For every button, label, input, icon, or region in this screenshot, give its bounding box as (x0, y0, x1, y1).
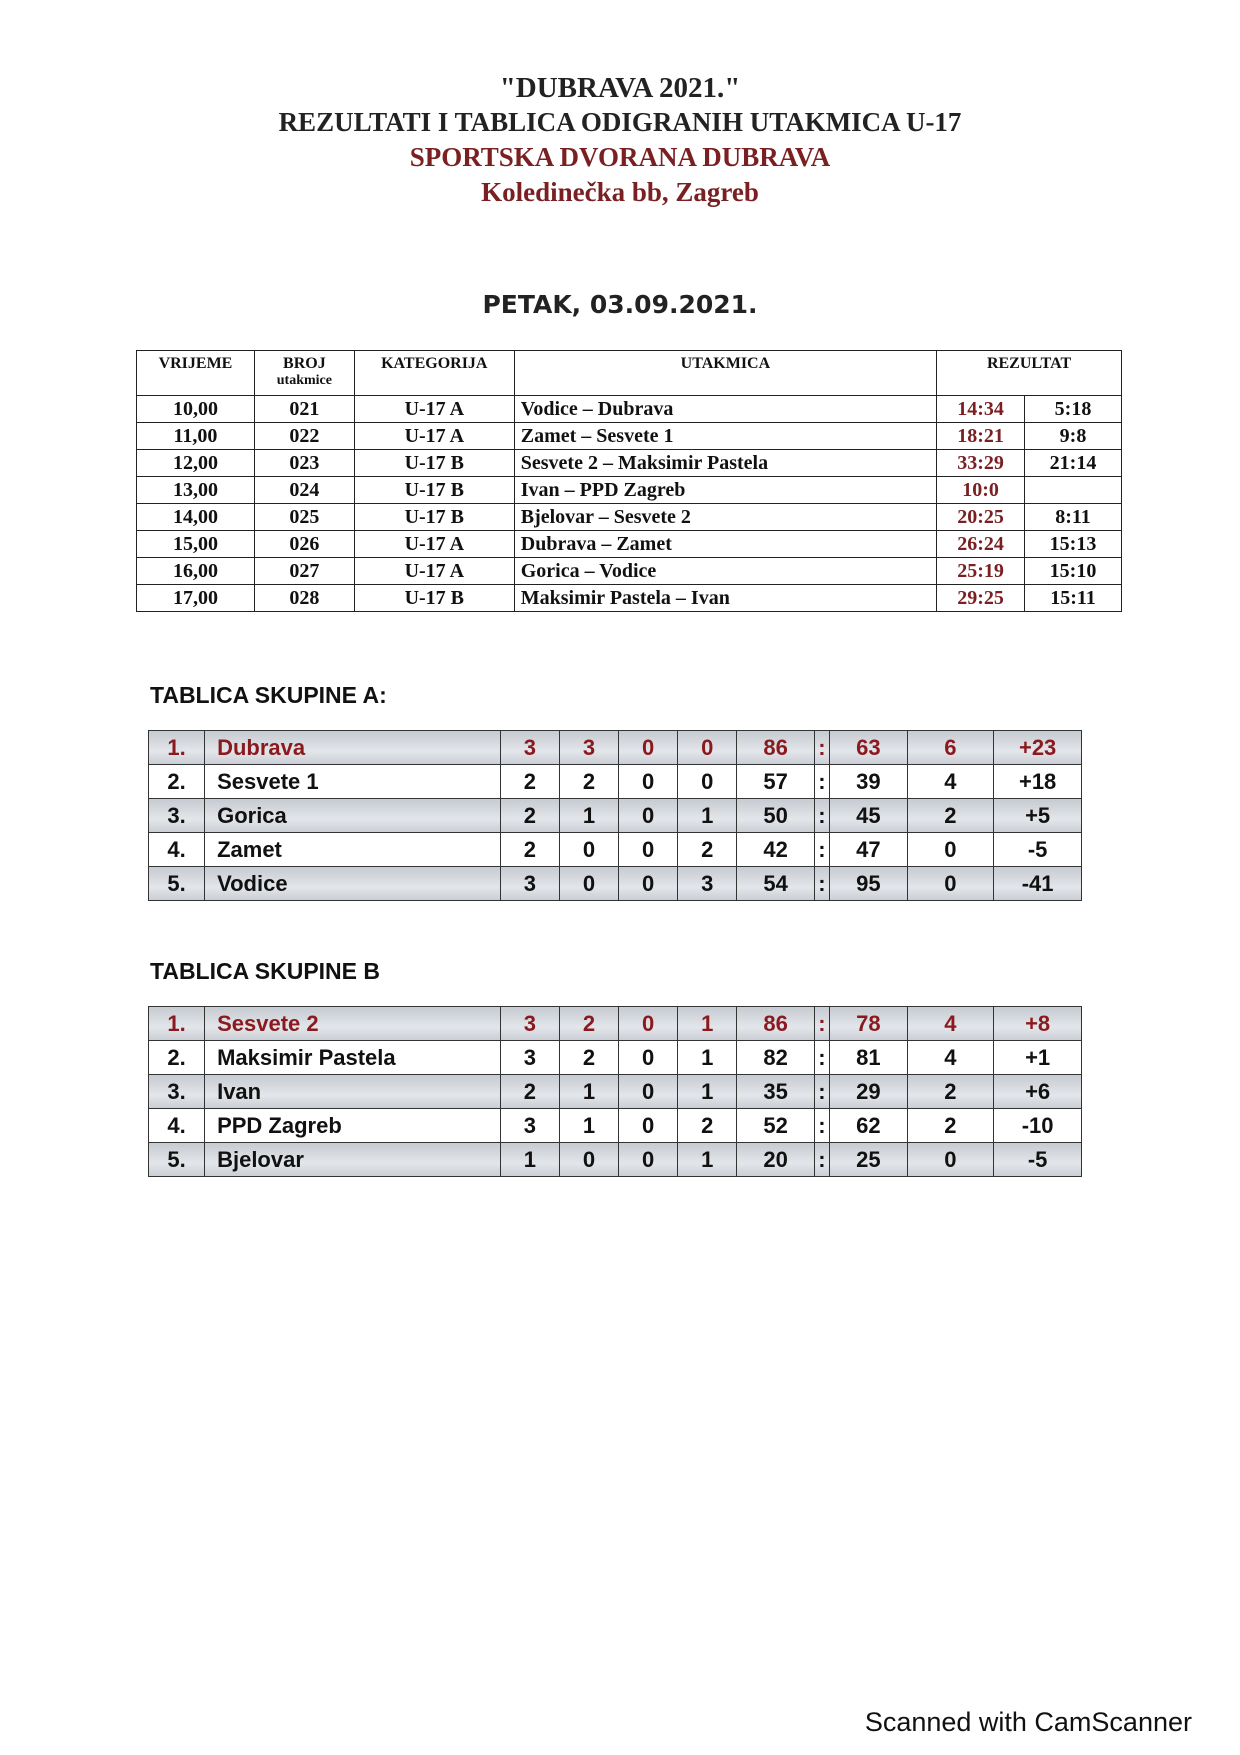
group-a-title: TABLICA SKUPINE A: (150, 682, 387, 708)
standing-goals-for: 35 (737, 1075, 814, 1109)
standing-goals-against: 63 (830, 731, 907, 765)
standing-played: 3 (500, 1109, 559, 1143)
standing-wins: 1 (559, 799, 618, 833)
schedule-match: Ivan – PPD Zagreb (514, 477, 936, 504)
standing-team: Gorica (205, 799, 501, 833)
standings-row (149, 1041, 1082, 1075)
standing-wins: 0 (559, 1143, 618, 1177)
standing-team: Zamet (205, 833, 501, 867)
standing-played: 2 (500, 765, 559, 799)
standing-goals-for: 54 (737, 867, 814, 901)
standings-row (149, 799, 1082, 833)
standing-position: 1. (149, 731, 205, 765)
standing-goals-for: 50 (737, 799, 814, 833)
schedule-time: 17,00 (137, 585, 255, 612)
group-b-table (148, 1006, 1082, 1177)
header-result: REZULTAT (937, 351, 1122, 396)
standing-draws: 0 (619, 1143, 678, 1177)
standing-colon: : (814, 1007, 829, 1041)
standing-goal-diff: +18 (994, 765, 1082, 799)
standing-team: Sesvete 1 (205, 765, 501, 799)
standing-points: 4 (907, 1007, 994, 1041)
standing-draws: 0 (619, 867, 678, 901)
schedule-score: 18:21 (937, 423, 1025, 450)
standing-draws: 0 (619, 833, 678, 867)
standings-row (149, 1075, 1082, 1109)
standing-played: 3 (500, 1041, 559, 1075)
standing-team: Dubrava (205, 731, 501, 765)
schedule-number: 022 (254, 423, 354, 450)
schedule-category: U-17 B (354, 450, 514, 477)
schedule-category: U-17 A (354, 531, 514, 558)
standing-goals-against: 29 (830, 1075, 907, 1109)
standing-goals-against: 39 (830, 765, 907, 799)
standing-goals-for: 86 (737, 1007, 814, 1041)
schedule-row (137, 450, 1122, 477)
standing-losses: 3 (678, 867, 737, 901)
standing-position: 5. (149, 1143, 205, 1177)
standing-losses: 2 (678, 833, 737, 867)
schedule-score: 10:0 (937, 477, 1025, 504)
standing-wins: 0 (559, 833, 618, 867)
standing-played: 3 (500, 867, 559, 901)
standing-goal-diff: +6 (994, 1075, 1082, 1109)
standing-played: 2 (500, 799, 559, 833)
schedule-time: 13,00 (137, 477, 255, 504)
standing-wins: 1 (559, 1075, 618, 1109)
schedule-category: U-17 A (354, 423, 514, 450)
schedule-score: 14:34 (937, 396, 1025, 423)
standing-losses: 1 (678, 1143, 737, 1177)
schedule-time: 11,00 (137, 423, 255, 450)
schedule-score: 20:25 (937, 504, 1025, 531)
standing-colon: : (814, 1143, 829, 1177)
standing-colon: : (814, 1075, 829, 1109)
schedule-match: Dubrava – Zamet (514, 531, 936, 558)
schedule-halftime: 15:11 (1025, 585, 1122, 612)
standing-draws: 0 (619, 1109, 678, 1143)
schedule-match: Gorica – Vodice (514, 558, 936, 585)
standing-position: 2. (149, 1041, 205, 1075)
standing-colon: : (814, 1109, 829, 1143)
schedule-score: 26:24 (937, 531, 1025, 558)
schedule-row (137, 423, 1122, 450)
standing-goal-diff: +1 (994, 1041, 1082, 1075)
standing-position: 4. (149, 1109, 205, 1143)
standing-team: Vodice (205, 867, 501, 901)
standing-goals-against: 78 (830, 1007, 907, 1041)
schedule-category: U-17 A (354, 558, 514, 585)
schedule-row (137, 477, 1122, 504)
schedule-time: 14,00 (137, 504, 255, 531)
schedule-time: 16,00 (137, 558, 255, 585)
schedule-score: 29:25 (937, 585, 1025, 612)
header-match: UTAKMICA (514, 351, 936, 396)
schedule-number: 025 (254, 504, 354, 531)
schedule-time: 10,00 (137, 396, 255, 423)
standing-points: 2 (907, 1109, 994, 1143)
standing-wins: 3 (559, 731, 618, 765)
standings-row (149, 1143, 1082, 1177)
standing-draws: 0 (619, 765, 678, 799)
standings-row (149, 1109, 1082, 1143)
standings-row (149, 867, 1082, 901)
standing-played: 3 (500, 731, 559, 765)
schedule-category: U-17 A (354, 396, 514, 423)
doc-subtitle: REZULTATI I TABLICA ODIGRANIH UTAKMICA U-17 (278, 107, 962, 137)
schedule-number: 027 (254, 558, 354, 585)
schedule-halftime: 15:10 (1025, 558, 1122, 585)
standing-goal-diff: -5 (994, 833, 1082, 867)
standing-points: 4 (907, 1041, 994, 1075)
standing-position: 4. (149, 833, 205, 867)
standing-points: 2 (907, 1075, 994, 1109)
schedule-category: U-17 B (354, 504, 514, 531)
standing-losses: 2 (678, 1109, 737, 1143)
standing-losses: 1 (678, 1075, 737, 1109)
schedule-row (137, 531, 1122, 558)
standing-colon: : (814, 799, 829, 833)
schedule-number: 026 (254, 531, 354, 558)
schedule-row (137, 504, 1122, 531)
standing-goal-diff: -5 (994, 1143, 1082, 1177)
standing-draws: 0 (619, 731, 678, 765)
schedule-time: 15,00 (137, 531, 255, 558)
standing-played: 3 (500, 1007, 559, 1041)
standing-draws: 0 (619, 1007, 678, 1041)
standing-draws: 0 (619, 799, 678, 833)
schedule-number: 023 (254, 450, 354, 477)
schedule-halftime: 21:14 (1025, 450, 1122, 477)
standing-losses: 1 (678, 1007, 737, 1041)
standing-colon: : (814, 1041, 829, 1075)
standing-goals-for: 52 (737, 1109, 814, 1143)
group-a-table (148, 730, 1082, 901)
schedule-row (137, 396, 1122, 423)
venue-name: SPORTSKA DVORANA DUBRAVA (409, 142, 831, 172)
standing-points: 6 (907, 731, 994, 765)
schedule-halftime: 5:18 (1025, 396, 1122, 423)
standing-position: 1. (149, 1007, 205, 1041)
venue-address: Koledinečka bb, Zagreb (481, 177, 759, 207)
header-category: KATEGORIJA (354, 351, 514, 396)
standing-points: 0 (907, 867, 994, 901)
standing-points: 0 (907, 1143, 994, 1177)
standing-losses: 0 (678, 765, 737, 799)
standing-goal-diff: -10 (994, 1109, 1082, 1143)
standing-played: 2 (500, 1075, 559, 1109)
standing-goals-against: 45 (830, 799, 907, 833)
standing-goals-for: 82 (737, 1041, 814, 1075)
standing-losses: 1 (678, 799, 737, 833)
schedule-category: U-17 B (354, 585, 514, 612)
standing-colon: : (814, 867, 829, 901)
standing-team: Bjelovar (205, 1143, 501, 1177)
standing-goal-diff: +23 (994, 731, 1082, 765)
standing-wins: 2 (559, 765, 618, 799)
standing-goals-for: 42 (737, 833, 814, 867)
standing-goals-for: 57 (737, 765, 814, 799)
standing-goals-for: 20 (737, 1143, 814, 1177)
standing-team: Ivan (205, 1075, 501, 1109)
standing-colon: : (814, 731, 829, 765)
standing-draws: 0 (619, 1041, 678, 1075)
standing-wins: 1 (559, 1109, 618, 1143)
schedule-halftime: 15:13 (1025, 531, 1122, 558)
schedule-match: Zamet – Sesvete 1 (514, 423, 936, 450)
header-time: VRIJEME (137, 351, 255, 396)
standing-position: 3. (149, 799, 205, 833)
schedule-match: Sesvete 2 – Maksimir Pastela (514, 450, 936, 477)
standings-row (149, 1007, 1082, 1041)
schedule-number: 024 (254, 477, 354, 504)
standing-played: 1 (500, 1143, 559, 1177)
header-number-sub: utakmice (276, 373, 332, 388)
standings-row (149, 731, 1082, 765)
schedule-table (136, 350, 1122, 612)
standing-draws: 0 (619, 1075, 678, 1109)
schedule-halftime (1025, 477, 1122, 504)
schedule-score: 25:19 (937, 558, 1025, 585)
standing-goal-diff: -41 (994, 867, 1082, 901)
schedule-match: Bjelovar – Sesvete 2 (514, 504, 936, 531)
standing-wins: 2 (559, 1007, 618, 1041)
standings-row (149, 765, 1082, 799)
standing-colon: : (814, 833, 829, 867)
standing-team: Maksimir Pastela (205, 1041, 501, 1075)
standing-position: 2. (149, 765, 205, 799)
standing-losses: 1 (678, 1041, 737, 1075)
schedule-match: Vodice – Dubrava (514, 396, 936, 423)
scanner-watermark: Scanned with CamScanner (864, 1707, 1192, 1737)
schedule-halftime: 8:11 (1025, 504, 1122, 531)
schedule-category: U-17 B (354, 477, 514, 504)
group-b-title: TABLICA SKUPINE B (150, 958, 380, 984)
standing-colon: : (814, 765, 829, 799)
standing-team: PPD Zagreb (205, 1109, 501, 1143)
standing-goals-against: 25 (830, 1143, 907, 1177)
schedule-number: 021 (254, 396, 354, 423)
standing-wins: 2 (559, 1041, 618, 1075)
standing-losses: 0 (678, 731, 737, 765)
standings-row (149, 833, 1082, 867)
schedule-number: 028 (254, 585, 354, 612)
standing-wins: 0 (559, 867, 618, 901)
standing-goals-against: 81 (830, 1041, 907, 1075)
schedule-score: 33:29 (937, 450, 1025, 477)
standing-goals-against: 95 (830, 867, 907, 901)
standing-points: 2 (907, 799, 994, 833)
schedule-match: Maksimir Pastela – Ivan (514, 585, 936, 612)
schedule-halftime: 9:8 (1025, 423, 1122, 450)
standing-goals-against: 47 (830, 833, 907, 867)
standing-position: 5. (149, 867, 205, 901)
schedule-time: 12,00 (137, 450, 255, 477)
header-number: BROJ utakmice (254, 351, 354, 396)
standing-goal-diff: +8 (994, 1007, 1082, 1041)
doc-title: "DUBRAVA 2021." (499, 72, 741, 104)
standing-played: 2 (500, 833, 559, 867)
standing-goals-for: 86 (737, 731, 814, 765)
standing-position: 3. (149, 1075, 205, 1109)
match-date: PETAK, 03.09.2021. (482, 290, 758, 319)
standing-goals-against: 62 (830, 1109, 907, 1143)
schedule-header-row (137, 351, 1122, 396)
standing-points: 0 (907, 833, 994, 867)
schedule-row (137, 558, 1122, 585)
standing-points: 4 (907, 765, 994, 799)
standing-team: Sesvete 2 (205, 1007, 501, 1041)
standing-goal-diff: +5 (994, 799, 1082, 833)
schedule-row (137, 585, 1122, 612)
